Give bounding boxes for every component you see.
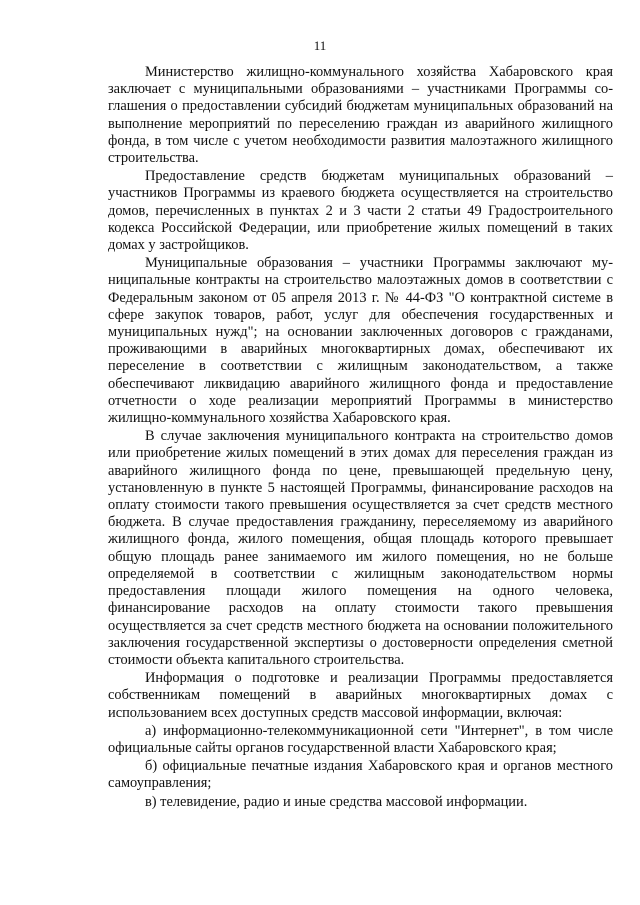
paragraph-funding: Предоставление средств бюджетам муниципальных образований – участников Программы из краевого бюджета осуществляется на строительство домов, перечисленных в пунктах 2 и 3 части 2 статьи 49 Градостроительного кодекса Российской Федерации, или приобретение жилых помещений в таких домах у застройщиков. xyxy=(108,168,613,254)
paragraph-contracts: Муниципальные образования – участники Программы заключают муниципальные контракты на строительство малоэтажных домов в соответствии с Федеральным законом от 05 апреля 2013 г. № 44-ФЗ "О контрактной системе в сфере закупок товаров, работ, услуг для обеспечения государственных и муниципальных нужд"; на основании заключенных договоров с гражданами, проживающими в аварийных многоквартирных домах, обеспечивают их переселение в соответствии с жилищным законодательством, а также обеспечивают ликвидацию аварийного жилищного фонда и предоставление отчетности о ходе реализации мероприятий Программы в министерство жилищно-коммунального хозяйства Хабаровского края. xyxy=(108,255,613,427)
paragraph-information: Информация о подготовке и реализации Программы предоставляется собственникам помещений в аварийных многоквартирных домах с использованием всех доступных средств массовой информации, включая: xyxy=(108,670,613,721)
paragraph-agreements: Министерство жилищно-коммунального хозяйства Хабаровского края заключает с муниципальными образованиями – участниками Программы соглашения о предоставлении субсидий бюджетам муниципальных образований на выполнение мероприятий по переселению граждан из аварийного жилищного фонда, в том числе с учетом необходимости развития малоэтажного жилищного строительства. xyxy=(108,64,613,167)
list-item-tv-radio: в) телевидение, радио и иные средства массовой информации. xyxy=(145,793,528,810)
paragraph-price-excess: В случае заключения муниципального контракта на строительство домов или приобретение жилых помещений в этих домах для переселения граждан из аварийного жилищного фонда по цене, превышающей предельную цену, установленную в пункте 5 настоящей Программы, финансирование расходов на оплату стоимости такого превышения осуществляется за счет средств местного бюджета. В случае предоставления гражданину, переселяемому из аварийного жилищного фонда, жилого помещения, общая площадь которого превышает общую площадь ранее занимаемого им жилого помещения, но не больше определяемой в соответствии с жилищным законодательством нормы предоставления площади жилого помещения на одного человека, финансирование расходов на оплату стоимости такого превышения осуществляется за счет средств местного бюджета на основании положительного заключения государственной экспертизы о достоверности определения сметной стоимости объекта капитального строительства. xyxy=(108,428,613,668)
page-number: 11 xyxy=(313,38,327,53)
document-body xyxy=(108,64,613,811)
list-item-internet: а) информационно-телекоммуникационной сети "Интернет", в том числе официальные сайты органов государственной власти Хабаровского края; xyxy=(108,722,613,756)
list-item-print-media: б) официальные печатные издания Хабаровского края и органов местного самоуправления; xyxy=(108,758,613,792)
